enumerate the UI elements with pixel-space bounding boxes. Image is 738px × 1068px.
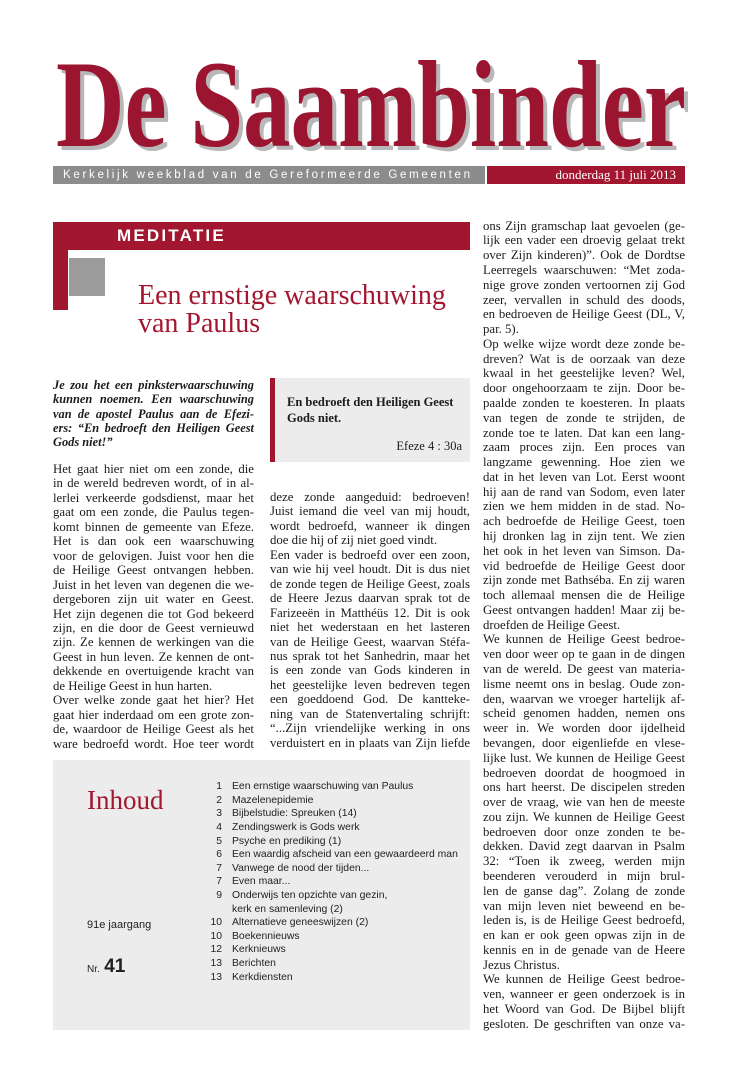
toc-item: [196, 971, 466, 985]
toc-item-title: [232, 943, 286, 957]
intro-line: van de apostel Paulus aan de Efezi-: [53, 406, 254, 421]
toc-item-title: [232, 862, 369, 876]
body-text-line: over de vraag, wie van hen de meeste: [483, 795, 685, 810]
toc-item-title-line: Berichten: [232, 957, 276, 969]
body-text-line: de, waardoor de Heilige Geest als het: [53, 722, 254, 737]
body-text-line: van wie hij veel houdt. Dit is dus niet: [270, 562, 470, 577]
body-text-line: een goeddoend God. De kantteke-: [270, 692, 470, 707]
toc-item: [196, 780, 466, 794]
toc-page-number: 10: [210, 930, 222, 942]
scripture-quote-box: [270, 378, 470, 462]
body-text-line: lisme neemt ons in beslag. Oude zon-: [483, 676, 685, 691]
body-text-line: We kunnen de Heilige Geest bedroe-: [483, 632, 685, 647]
article-title-line: van Paulus: [138, 308, 261, 339]
body-text-line: dekken. David zegt daarvan in Psalm: [483, 839, 685, 854]
body-text-line: zijn, en die door de Geest vernieuwd: [53, 620, 254, 635]
intro-line: Je zou het een pinksterwaarschuwing: [53, 378, 254, 392]
quote-accent-bar: [270, 378, 275, 462]
body-paragraph: [270, 548, 470, 750]
body-text-line: bevangen, door eigenliefde en vlese-: [483, 735, 685, 750]
toc-page-number: 13: [210, 957, 222, 969]
body-paragraph: [483, 972, 685, 1031]
body-text-line: droefden de Heilige Geest.: [483, 617, 621, 632]
body-text-line: Het gaat hier niet om een zonde, die: [53, 462, 254, 476]
issue-number-value: 41: [104, 956, 126, 977]
toc-item: [196, 943, 466, 957]
body-text-line: dreven? Wat is de oorzaak van deze: [483, 351, 685, 366]
body-text-line: doe die hij of zij niet goed vindt.: [270, 533, 438, 548]
body-text-line: gaat hier inderdaad om een grote zon-: [53, 707, 254, 722]
body-text-line: vid bedroefde de Heilige Geest door: [483, 558, 685, 573]
toc-item-title-line: Vanwege de nood der tijden...: [232, 862, 370, 874]
body-text-line: 32: “Toen ik zweeg, werden mijn: [483, 854, 685, 869]
article-title: [138, 282, 468, 338]
body-text-line: ach bedroefde de Heilige Geest, toen: [483, 514, 685, 529]
body-text-line: het Woord van God. De Bijbel blijft: [483, 1002, 685, 1016]
body-paragraph: [483, 337, 685, 633]
body-text-line: het ook in het leven van Simson. Da-: [483, 543, 685, 558]
toc-item-title: [232, 957, 276, 971]
body-text-line: de Heilige Geest ontvangen hebben.: [53, 563, 254, 578]
body-text-line: Het zijn degenen die tot God bekeerd: [53, 606, 254, 621]
volume-label: 91e jaargang: [87, 919, 152, 931]
body-text-line: van tegen de zonde te strijden, de: [483, 410, 685, 425]
toc-item-title-line: Psyche en prediking (1): [232, 835, 342, 847]
toc-item-title: [232, 930, 300, 944]
toc-item-title: [232, 835, 341, 849]
toc-item-title: [232, 807, 357, 821]
body-text-line: ons Zijn gramschap laat gevoelen (ge-: [483, 218, 685, 233]
body-text-line: deze zonde aangeduid: bedroeven!: [270, 490, 470, 504]
toc-item-title-line: Bijbelstudie: Spreuken (14): [232, 808, 357, 820]
body-paragraph: [270, 490, 470, 548]
toc-item-title-line: Kerkdiensten: [232, 971, 293, 983]
body-column-middle: [270, 490, 470, 750]
toc-item: [196, 862, 466, 876]
body-text-line: bedroeven door onze zonden te be-: [483, 824, 685, 839]
body-text-line: voor de gelovigen. Juist voor hen die: [53, 548, 254, 563]
body-text-line: niet het wederstaan en het lasteren: [270, 620, 470, 635]
body-text-line: het geestelijke leven bedreven tegen: [270, 677, 470, 692]
toc-item: [196, 889, 466, 916]
article-title-line: Een ernstige waarschuwing: [138, 280, 446, 311]
toc-item: [196, 930, 466, 944]
body-text-line: dat in het leven van Lot. Eerst woont: [483, 469, 685, 484]
toc-item-title-line: kerk en samenleving (2): [232, 903, 343, 915]
body-text-line: zijn zonde met Bathséba. En zij waren: [483, 573, 685, 588]
body-text-line: nus sprak tot het Sanhedrin, maar het: [270, 648, 470, 663]
body-text-line: in de wereld bedreven wordt, of in al-: [53, 476, 254, 491]
body-text-line: ware bedroefd wordt. Hoe teer wordt: [53, 736, 254, 751]
toc-page-number: 2: [216, 794, 222, 806]
body-text-line: verduistert en in plaats van Zijn liefde: [270, 735, 470, 750]
body-text-line: van de wereld. De geest van materia-: [483, 662, 685, 677]
toc-item-title: [232, 821, 360, 835]
body-text-line: ven, wanneer er geen onderzoek is in: [483, 987, 685, 1002]
toc-item-title: [232, 794, 313, 808]
quote-line: Gods niet.: [287, 410, 342, 425]
toc-item-title-line: Onderwijs ten opzichte van gezin,: [232, 889, 388, 901]
masthead-subtitle: Kerkelijk weekblad van de Gereformeerde Gemeenten: [53, 166, 485, 184]
toc-item-title-line: Even maar...: [232, 876, 291, 888]
body-text-line: Op welke wijze wordt deze zonde be-: [483, 336, 685, 351]
intro-line: kunnen noemen. Een waarschuwing: [53, 392, 254, 407]
toc-page-number: 3: [216, 808, 222, 820]
body-text-line: van mijn leven niet beweend en be-: [483, 898, 685, 913]
body-text-line: zien we hem midden in de stad. No-: [483, 499, 685, 514]
body-text-line: de zonde tegen de Heilige Geest, zoals: [270, 576, 470, 591]
masthead-logo: [0, 0, 738, 165]
body-text-line: Juist iemand die veel van mij houdt,: [270, 504, 470, 519]
body-text-line: Over welke zonde gaat het hier? Het: [53, 693, 254, 708]
toc-item: [196, 835, 466, 849]
intro-line: Gods niet!”: [53, 435, 113, 450]
body-text-line: gaat om een zonde, die Paulus tegen-: [53, 505, 254, 520]
body-text-line: len de ganse dag”. Zolang de zonde: [483, 883, 685, 898]
toc-item-title-line: Mazelenepidemie: [232, 794, 314, 806]
issue-date: donderdag 11 juli 2013: [487, 166, 685, 184]
body-text-line: ven door weer op te gaan in de dingen: [483, 647, 685, 662]
body-text-line: toch allemaal mensen die de Heilige: [483, 588, 685, 603]
toc-heading: Inhoud: [87, 785, 164, 815]
body-column-right: [483, 219, 685, 1032]
body-text-line: zonde toe te laten. Dat kan een lang-: [483, 425, 685, 440]
body-text-line: beenderen verouderd in mijn brul-: [483, 868, 685, 883]
body-text-line: over Zijn kinderen)”. Ook de Dordtse: [483, 248, 685, 263]
body-text-line: kwaal in het geestelijke leven? Wel,: [483, 366, 685, 381]
toc-page-number: 10: [210, 917, 222, 929]
body-paragraph: [483, 219, 685, 337]
toc-page-number: 4: [216, 821, 222, 833]
body-text-line: is een zonde van Gods kinderen in: [270, 663, 470, 678]
toc-page-number: 7: [216, 862, 222, 874]
body-text-line: weer in. We worden door ijdelheid: [483, 721, 685, 736]
body-text-line: den, waarvan we vroeger hartelijk af-: [483, 691, 685, 706]
body-column-left: [53, 462, 254, 751]
body-text-line: door ongehoorzaam te zijn. Door be-: [483, 381, 685, 396]
intro-line: ers: “En bedroeft den Heiligen Geest: [53, 420, 254, 435]
body-text-line: ning van de Statenvertaling schrijft:: [270, 706, 470, 721]
quote-text: [287, 395, 465, 426]
body-text-line: Farizeeën in Matthéüs 12. Dit is ook: [270, 605, 470, 620]
quote-reference: Efeze 4 : 30a: [396, 439, 462, 453]
toc-item: [196, 807, 466, 821]
toc-item-title: [232, 916, 368, 930]
toc-item-title-line: Een ernstige waarschuwing van Paulus: [232, 781, 414, 793]
body-text-line: “...Zijn vriendelijke werking in ons: [270, 721, 470, 736]
toc-page-number: 1: [216, 781, 222, 793]
toc-item-title-line: Boekennieuws: [232, 930, 300, 942]
body-text-line: zou zijn. We kunnen de Heilige Geest: [483, 809, 685, 824]
body-text-line: nige grove zonden vertoornen zij God: [483, 277, 685, 292]
toc-item-title: [232, 971, 293, 985]
toc-item: [196, 848, 466, 862]
body-text-line: lerlei verkeerde godsdienst, maar het: [53, 490, 254, 505]
body-text-line: gesloten. De geschriften van onze va-: [483, 1016, 685, 1031]
body-text-line: Geest ontvangen hadden! Maar zij be-: [483, 602, 685, 617]
toc-item-title: [232, 889, 387, 916]
toc-item-title-line: Kerknieuws: [232, 944, 286, 956]
toc-item: [196, 794, 466, 808]
body-text-line: wordt bedroefd, wanneer ik dingen: [270, 518, 470, 533]
body-text-line: langzame gewenning. Hoe zien we: [483, 455, 685, 470]
body-paragraph: [483, 632, 685, 972]
body-text-line: kennis en in de genade van de Heere: [483, 942, 685, 957]
body-text-line: dergeboren zijn uit water en Geest.: [53, 592, 254, 607]
quote-line: En bedroeft den Heiligen Geest: [287, 395, 454, 409]
toc-item: [196, 875, 466, 889]
body-text-line: de Heere Jezus daarvan sprak tot de: [270, 591, 470, 606]
section-decoration-strip: [53, 250, 68, 310]
toc-item: [196, 957, 466, 971]
toc-item: [196, 821, 466, 835]
body-text-line: zeer, vervallen in schuld des doods,: [483, 292, 685, 307]
toc-page-number: 5: [216, 835, 222, 847]
body-text-line: Jezus Christus.: [483, 957, 560, 972]
toc-item-title: [232, 780, 413, 794]
body-text-line: Leerregels waarschuwen: “Met zoda-: [483, 262, 685, 277]
body-text-line: van de Heilige Geest, waarvan Stéfa-: [270, 634, 470, 649]
toc-item-title-line: Een waardig afscheid van een gewaardeerd man: [232, 849, 458, 861]
body-text-line: lijk een vader een droevig gelaat trekt: [483, 233, 685, 248]
body-text-line: de Heilige Geest in hun harten.: [53, 678, 213, 693]
body-text-line: zijn. Ze kennen de werkingen van die: [53, 635, 254, 650]
toc-item-title: [232, 848, 458, 862]
body-text-line: komt binnen de gemeente van Efeze.: [53, 519, 254, 534]
toc-page-number: 6: [216, 849, 222, 861]
body-text-line: bedroeven doordat de hoogmoed in: [483, 765, 685, 780]
article-intro: [53, 378, 254, 449]
toc-page-number: 7: [216, 876, 222, 888]
body-text-line: hij aan de rand van Sodom, even later: [483, 484, 685, 499]
body-text-line: Een vader is bedroefd over een zoon,: [270, 547, 470, 562]
toc-page-number: 9: [216, 889, 222, 901]
toc-item-title-line: Alternatieve geneeswijzen (2): [232, 917, 369, 929]
body-text-line: ons hart heerst. De discipelen streden: [483, 780, 685, 795]
masthead-title-shadow: De Saambinder: [60, 40, 690, 165]
body-paragraph: [53, 462, 254, 693]
body-text-line: Geest in hun leven. Ze kennen de ont-: [53, 649, 254, 664]
body-text-line: Het is dan ook een waarschuwing: [53, 534, 254, 549]
body-paragraph: [53, 693, 254, 751]
toc-item-title: [232, 875, 290, 889]
body-text-line: We kunnen de Heilige Geest bedroe-: [483, 972, 685, 987]
body-text-line: hij dronken lag in zijn tent. We zien: [483, 529, 685, 543]
toc-page-number: 12: [210, 944, 222, 956]
body-text-line: scheid genomen hadden, nemen ons: [483, 706, 685, 721]
body-text-line: zaam proces zijn. Een proces van: [483, 440, 685, 455]
toc-list: [196, 780, 466, 984]
body-text-line: en kan er ook geen opwas zijn in de: [483, 928, 685, 943]
issue-number: [87, 954, 125, 983]
toc-item: [196, 916, 466, 930]
body-text-line: lijke lust. We kunnen de Heilige Geest: [483, 750, 685, 765]
body-text-line: leden is, is de Heilige Geest bedroefd,: [483, 913, 685, 928]
issue-prefix: Nr.: [87, 964, 100, 975]
section-decoration-square: [69, 258, 105, 296]
body-text-line: paalde zonden te koesteren. In plaats: [483, 395, 685, 410]
toc-page-number: 13: [210, 971, 222, 983]
body-text-line: dekkende en overtuigende kracht van: [53, 664, 254, 679]
masthead-title: De Saambinder: [56, 36, 686, 165]
section-label: MEDITATIE: [53, 222, 470, 250]
body-text-line: en bedroeven de Heilige Geest (DL, V,: [483, 307, 685, 322]
toc-item-title-line: Zendingswerk is Gods werk: [232, 821, 360, 833]
body-text-line: par. 5).: [483, 322, 519, 337]
body-text-line: Juist in het leven van degenen die we-: [53, 577, 254, 592]
